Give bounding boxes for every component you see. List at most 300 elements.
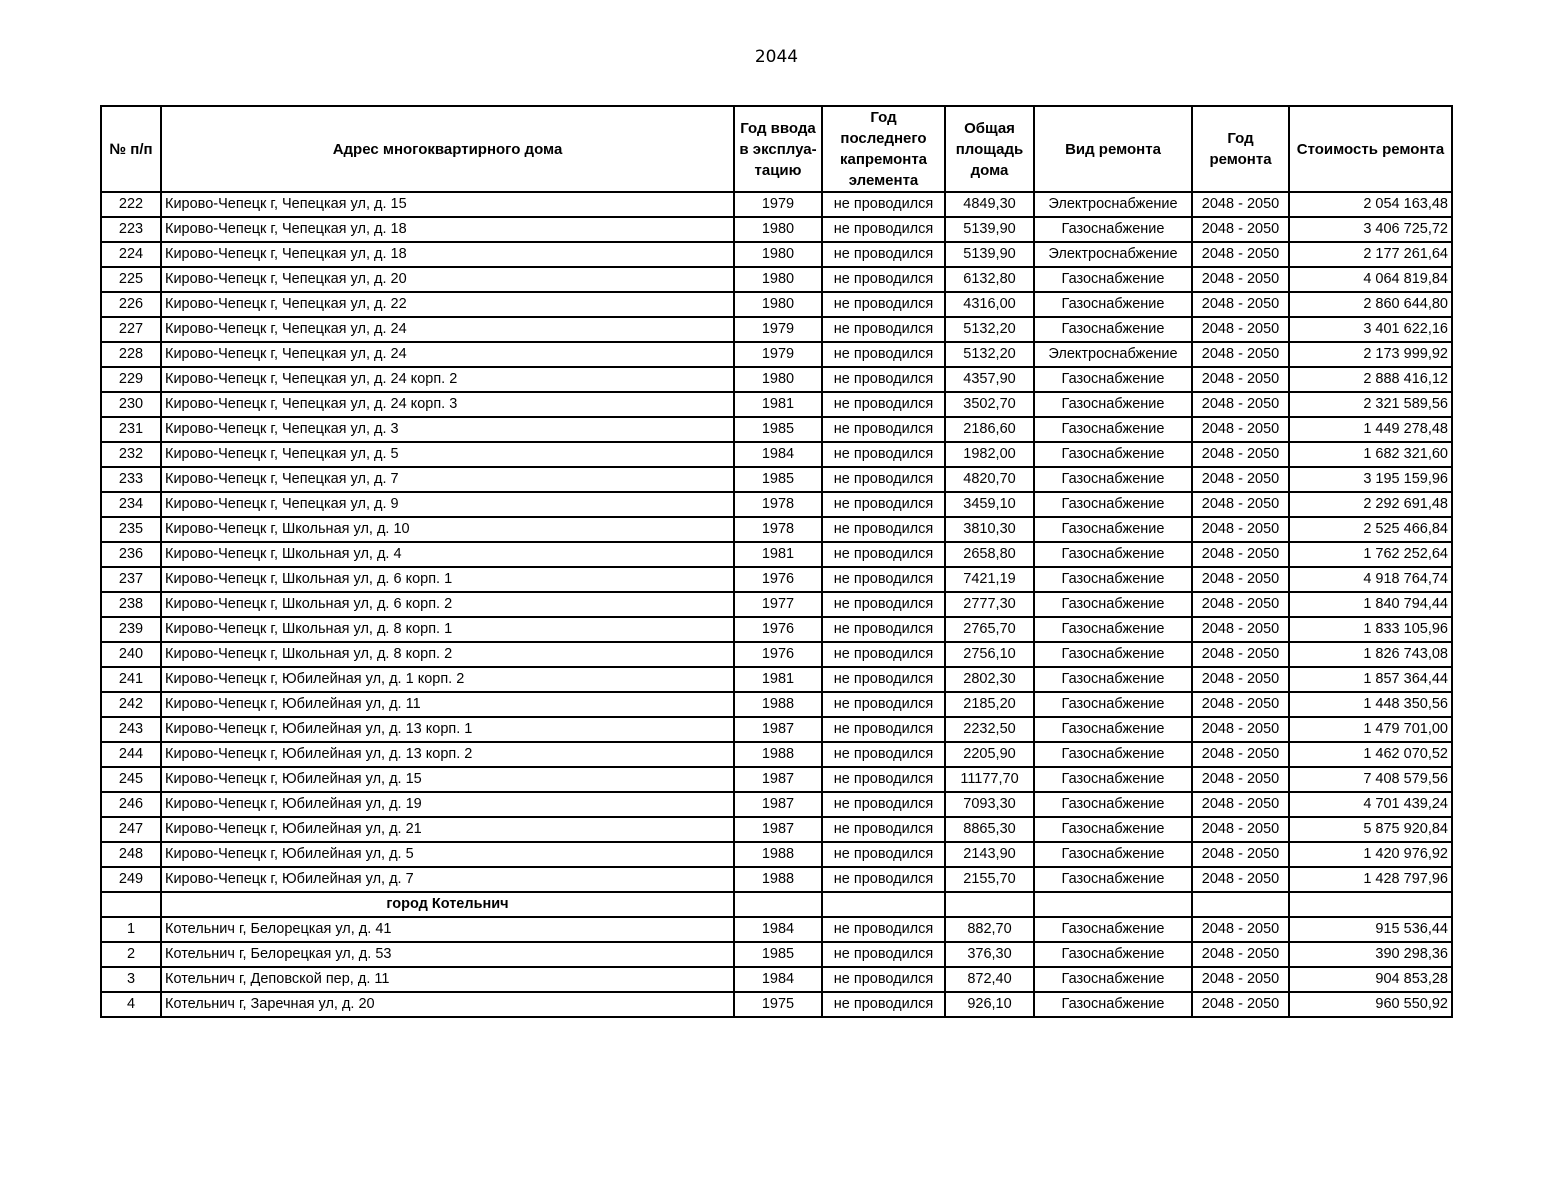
cell-address: Кирово-Чепецк г, Чепецкая ул, д. 18 [161,217,734,242]
cell-address: Кирово-Чепецк г, Чепецкая ул, д. 15 [161,192,734,217]
cell-area: 2186,60 [945,417,1034,442]
cell-repair-year: 2048 - 2050 [1192,817,1289,842]
cell-repair-year: 2048 - 2050 [1192,267,1289,292]
cell-last-repair: не проводился [822,467,945,492]
cell-area: 376,30 [945,942,1034,967]
cell-repair-type: Газоснабжение [1034,917,1192,942]
table-body [101,192,1452,1017]
table-row [101,667,1452,692]
cell-repair-year: 2048 - 2050 [1192,692,1289,717]
cell-num: 241 [101,667,161,692]
cell-address: Котельнич г, Деповской пер, д. 11 [161,967,734,992]
cell-address: Кирово-Чепецк г, Школьная ул, д. 6 корп. 1 [161,567,734,592]
cell-num: 248 [101,842,161,867]
cell-year-commissioned: 1980 [734,242,822,267]
cell-last-repair: не проводился [822,967,945,992]
cell-address: Кирово-Чепецк г, Школьная ул, д. 6 корп. 2 [161,592,734,617]
cell-year-commissioned: 1980 [734,367,822,392]
cell-year-commissioned: 1988 [734,867,822,892]
cell-repair-year: 2048 - 2050 [1192,767,1289,792]
cell-repair-year: 2048 - 2050 [1192,367,1289,392]
cell-last-repair: не проводился [822,442,945,467]
section-empty-cell [822,892,945,917]
cell-address: Кирово-Чепецк г, Школьная ул, д. 10 [161,517,734,542]
cell-year-commissioned: 1987 [734,817,822,842]
cell-repair-year: 2048 - 2050 [1192,717,1289,742]
cell-area: 8865,30 [945,817,1034,842]
cell-repair-type: Газоснабжение [1034,742,1192,767]
cell-last-repair: не проводился [822,392,945,417]
repair-schedule-table [100,105,1453,1018]
cell-repair-year: 2048 - 2050 [1192,467,1289,492]
cell-last-repair: не проводился [822,367,945,392]
cell-cost: 2 054 163,48 [1289,192,1452,217]
table-row [101,517,1452,542]
cell-year-commissioned: 1976 [734,642,822,667]
cell-address: Котельнич г, Белорецкая ул, д. 41 [161,917,734,942]
cell-area: 2143,90 [945,842,1034,867]
cell-num: 231 [101,417,161,442]
cell-area: 5139,90 [945,217,1034,242]
cell-cost: 4 918 764,74 [1289,567,1452,592]
cell-year-commissioned: 1980 [734,292,822,317]
cell-address: Котельнич г, Белорецкая ул, д. 53 [161,942,734,967]
cell-year-commissioned: 1987 [734,767,822,792]
cell-repair-type: Электроснабжение [1034,242,1192,267]
table-row [101,992,1452,1017]
cell-num: 249 [101,867,161,892]
table-row [101,817,1452,842]
cell-last-repair: не проводился [822,642,945,667]
cell-area: 3502,70 [945,392,1034,417]
cell-address: Кирово-Чепецк г, Чепецкая ул, д. 24 [161,342,734,367]
cell-num: 246 [101,792,161,817]
cell-area: 3459,10 [945,492,1034,517]
cell-address: Кирово-Чепецк г, Чепецкая ул, д. 9 [161,492,734,517]
cell-cost: 1 840 794,44 [1289,592,1452,617]
cell-last-repair: не проводился [822,267,945,292]
cell-cost: 2 177 261,64 [1289,242,1452,267]
table-row [101,867,1452,892]
cell-cost: 1 462 070,52 [1289,742,1452,767]
cell-cost: 960 550,92 [1289,992,1452,1017]
cell-year-commissioned: 1987 [734,717,822,742]
cell-repair-year: 2048 - 2050 [1192,742,1289,767]
cell-repair-type: Газоснабжение [1034,292,1192,317]
cell-year-commissioned: 1984 [734,917,822,942]
cell-cost: 1 833 105,96 [1289,617,1452,642]
cell-address: Кирово-Чепецк г, Юбилейная ул, д. 13 корп. 2 [161,742,734,767]
cell-num: 229 [101,367,161,392]
cell-address: Кирово-Чепецк г, Юбилейная ул, д. 15 [161,767,734,792]
cell-repair-type: Газоснабжение [1034,367,1192,392]
cell-last-repair: не проводился [822,992,945,1017]
cell-area: 4849,30 [945,192,1034,217]
table-row [101,217,1452,242]
cell-repair-type: Газоснабжение [1034,217,1192,242]
cell-area: 2205,90 [945,742,1034,767]
cell-num: 3 [101,967,161,992]
cell-area: 7093,30 [945,792,1034,817]
cell-repair-type: Газоснабжение [1034,967,1192,992]
cell-cost: 2 173 999,92 [1289,342,1452,367]
cell-year-commissioned: 1978 [734,517,822,542]
cell-last-repair: не проводился [822,742,945,767]
cell-cost: 1 857 364,44 [1289,667,1452,692]
cell-cost: 915 536,44 [1289,917,1452,942]
table-row [101,742,1452,767]
cell-last-repair: не проводился [822,842,945,867]
cell-cost: 5 875 920,84 [1289,817,1452,842]
cell-area: 2756,10 [945,642,1034,667]
header-repair-year: Год ремонта [1192,106,1289,192]
section-row [101,892,1452,917]
cell-last-repair: не проводился [822,767,945,792]
cell-year-commissioned: 1980 [734,267,822,292]
cell-address: Кирово-Чепецк г, Чепецкая ул, д. 24 корп. 3 [161,392,734,417]
cell-last-repair: не проводился [822,717,945,742]
cell-num: 224 [101,242,161,267]
cell-year-commissioned: 1985 [734,942,822,967]
cell-year-commissioned: 1985 [734,467,822,492]
table-row [101,692,1452,717]
cell-repair-type: Газоснабжение [1034,517,1192,542]
cell-address: Кирово-Чепецк г, Чепецкая ул, д. 24 корп. 2 [161,367,734,392]
cell-cost: 1 449 278,48 [1289,417,1452,442]
cell-area: 5132,20 [945,342,1034,367]
cell-address: Кирово-Чепецк г, Чепецкая ул, д. 24 [161,317,734,342]
table-row [101,617,1452,642]
table-row [101,242,1452,267]
cell-area: 4820,70 [945,467,1034,492]
cell-repair-year: 2048 - 2050 [1192,292,1289,317]
cell-cost: 4 701 439,24 [1289,792,1452,817]
cell-area: 2185,20 [945,692,1034,717]
cell-area: 2658,80 [945,542,1034,567]
cell-address: Кирово-Чепецк г, Чепецкая ул, д. 7 [161,467,734,492]
cell-address: Кирово-Чепецк г, Юбилейная ул, д. 5 [161,842,734,867]
cell-num: 236 [101,542,161,567]
cell-area: 2232,50 [945,717,1034,742]
cell-num: 228 [101,342,161,367]
cell-num: 238 [101,592,161,617]
cell-last-repair: не проводился [822,517,945,542]
cell-address: Кирово-Чепецк г, Чепецкая ул, д. 3 [161,417,734,442]
cell-last-repair: не проводился [822,917,945,942]
cell-last-repair: не проводился [822,667,945,692]
table-row [101,367,1452,392]
cell-year-commissioned: 1979 [734,192,822,217]
section-empty-cell [1289,892,1452,917]
cell-area: 1982,00 [945,442,1034,467]
table-row [101,942,1452,967]
cell-year-commissioned: 1981 [734,667,822,692]
cell-address: Кирово-Чепецк г, Чепецкая ул, д. 18 [161,242,734,267]
cell-repair-type: Газоснабжение [1034,542,1192,567]
cell-num: 232 [101,442,161,467]
cell-address: Кирово-Чепецк г, Юбилейная ул, д. 1 корп. 2 [161,667,734,692]
section-empty-cell [945,892,1034,917]
cell-last-repair: не проводился [822,342,945,367]
cell-repair-year: 2048 - 2050 [1192,642,1289,667]
cell-area: 6132,80 [945,267,1034,292]
cell-num: 244 [101,742,161,767]
cell-cost: 3 406 725,72 [1289,217,1452,242]
cell-num: 227 [101,317,161,342]
cell-cost: 1 762 252,64 [1289,542,1452,567]
cell-repair-year: 2048 - 2050 [1192,667,1289,692]
cell-cost: 2 525 466,84 [1289,517,1452,542]
cell-area: 2802,30 [945,667,1034,692]
table-row [101,267,1452,292]
cell-last-repair: не проводился [822,417,945,442]
cell-cost: 2 292 691,48 [1289,492,1452,517]
cell-repair-type: Электроснабжение [1034,192,1192,217]
cell-num: 243 [101,717,161,742]
cell-repair-year: 2048 - 2050 [1192,442,1289,467]
table-row [101,767,1452,792]
table-row [101,917,1452,942]
cell-address: Кирово-Чепецк г, Юбилейная ул, д. 21 [161,817,734,842]
table-row [101,317,1452,342]
table-row [101,542,1452,567]
header-year-commissioned: Год ввода в эксплуа-тацию [734,106,822,192]
table-row [101,192,1452,217]
cell-repair-year: 2048 - 2050 [1192,792,1289,817]
cell-last-repair: не проводился [822,542,945,567]
table-header-row [101,106,1452,192]
cell-cost: 1 826 743,08 [1289,642,1452,667]
cell-repair-type: Электроснабжение [1034,342,1192,367]
cell-address: Кирово-Чепецк г, Юбилейная ул, д. 7 [161,867,734,892]
cell-num: 234 [101,492,161,517]
cell-area: 2155,70 [945,867,1034,892]
cell-repair-year: 2048 - 2050 [1192,317,1289,342]
header-last-repair: Год последнего капремонта элемента [822,106,945,192]
cell-year-commissioned: 1976 [734,617,822,642]
cell-address: Кирово-Чепецк г, Чепецкая ул, д. 5 [161,442,734,467]
cell-repair-year: 2048 - 2050 [1192,217,1289,242]
cell-last-repair: не проводился [822,942,945,967]
header-num: № п/п [101,106,161,192]
cell-repair-year: 2048 - 2050 [1192,542,1289,567]
header-area: Общая площадь дома [945,106,1034,192]
cell-year-commissioned: 1981 [734,542,822,567]
cell-cost: 1 428 797,96 [1289,867,1452,892]
cell-repair-year: 2048 - 2050 [1192,967,1289,992]
cell-area: 5139,90 [945,242,1034,267]
cell-area: 872,40 [945,967,1034,992]
cell-address: Кирово-Чепецк г, Чепецкая ул, д. 22 [161,292,734,317]
cell-last-repair: не проводился [822,867,945,892]
header-cost: Стоимость ремонта [1289,106,1452,192]
section-empty-cell [101,892,161,917]
cell-repair-type: Газоснабжение [1034,467,1192,492]
cell-cost: 2 321 589,56 [1289,392,1452,417]
cell-cost: 1 682 321,60 [1289,442,1452,467]
cell-year-commissioned: 1980 [734,217,822,242]
cell-num: 240 [101,642,161,667]
table-row [101,417,1452,442]
cell-year-commissioned: 1978 [734,492,822,517]
cell-repair-type: Газоснабжение [1034,392,1192,417]
cell-repair-type: Газоснабжение [1034,667,1192,692]
cell-year-commissioned: 1979 [734,342,822,367]
cell-area: 4316,00 [945,292,1034,317]
section-empty-cell [1034,892,1192,917]
table-row [101,792,1452,817]
table-row [101,292,1452,317]
cell-area: 882,70 [945,917,1034,942]
cell-num: 245 [101,767,161,792]
cell-repair-year: 2048 - 2050 [1192,492,1289,517]
cell-num: 226 [101,292,161,317]
cell-address: Кирово-Чепецк г, Юбилейная ул, д. 11 [161,692,734,717]
cell-cost: 1 448 350,56 [1289,692,1452,717]
header-repair-type: Вид ремонта [1034,106,1192,192]
cell-num: 1 [101,917,161,942]
cell-year-commissioned: 1984 [734,967,822,992]
cell-year-commissioned: 1981 [734,392,822,417]
cell-repair-type: Газоснабжение [1034,267,1192,292]
table-row [101,967,1452,992]
table-row [101,392,1452,417]
cell-repair-year: 2048 - 2050 [1192,242,1289,267]
cell-repair-year: 2048 - 2050 [1192,842,1289,867]
cell-repair-type: Газоснабжение [1034,317,1192,342]
cell-repair-type: Газоснабжение [1034,992,1192,1017]
cell-year-commissioned: 1979 [734,317,822,342]
cell-address: Кирово-Чепецк г, Школьная ул, д. 4 [161,542,734,567]
cell-year-commissioned: 1977 [734,592,822,617]
cell-cost: 904 853,28 [1289,967,1452,992]
cell-last-repair: не проводился [822,617,945,642]
cell-address: Кирово-Чепецк г, Юбилейная ул, д. 19 [161,792,734,817]
cell-area: 7421,19 [945,567,1034,592]
cell-repair-year: 2048 - 2050 [1192,917,1289,942]
cell-area: 2765,70 [945,617,1034,642]
cell-repair-year: 2048 - 2050 [1192,342,1289,367]
cell-last-repair: не проводился [822,492,945,517]
cell-repair-year: 2048 - 2050 [1192,867,1289,892]
cell-repair-type: Газоснабжение [1034,417,1192,442]
cell-repair-type: Газоснабжение [1034,767,1192,792]
cell-address: Кирово-Чепецк г, Юбилейная ул, д. 13 корп. 1 [161,717,734,742]
cell-cost: 3 195 159,96 [1289,467,1452,492]
cell-repair-type: Газоснабжение [1034,867,1192,892]
cell-last-repair: не проводился [822,242,945,267]
table-row [101,467,1452,492]
cell-repair-type: Газоснабжение [1034,842,1192,867]
cell-area: 2777,30 [945,592,1034,617]
cell-last-repair: не проводился [822,292,945,317]
cell-cost: 4 064 819,84 [1289,267,1452,292]
cell-repair-type: Газоснабжение [1034,567,1192,592]
cell-num: 239 [101,617,161,642]
cell-repair-type: Газоснабжение [1034,792,1192,817]
cell-year-commissioned: 1975 [734,992,822,1017]
cell-num: 233 [101,467,161,492]
cell-year-commissioned: 1988 [734,692,822,717]
cell-cost: 2 860 644,80 [1289,292,1452,317]
cell-repair-year: 2048 - 2050 [1192,942,1289,967]
cell-num: 222 [101,192,161,217]
cell-repair-year: 2048 - 2050 [1192,392,1289,417]
cell-num: 235 [101,517,161,542]
cell-year-commissioned: 1987 [734,792,822,817]
table-row [101,642,1452,667]
cell-year-commissioned: 1976 [734,567,822,592]
cell-year-commissioned: 1988 [734,842,822,867]
cell-num: 4 [101,992,161,1017]
cell-last-repair: не проводился [822,592,945,617]
cell-num: 225 [101,267,161,292]
cell-num: 247 [101,817,161,842]
cell-num: 230 [101,392,161,417]
cell-last-repair: не проводился [822,692,945,717]
header-address: Адрес многоквартирного дома [161,106,734,192]
cell-repair-type: Газоснабжение [1034,617,1192,642]
cell-area: 11177,70 [945,767,1034,792]
cell-num: 223 [101,217,161,242]
cell-cost: 3 401 622,16 [1289,317,1452,342]
cell-cost: 1 479 701,00 [1289,717,1452,742]
cell-address: Котельнич г, Заречная ул, д. 20 [161,992,734,1017]
cell-repair-type: Газоснабжение [1034,817,1192,842]
cell-num: 2 [101,942,161,967]
cell-last-repair: не проводился [822,567,945,592]
cell-area: 926,10 [945,992,1034,1017]
cell-area: 5132,20 [945,317,1034,342]
cell-year-commissioned: 1985 [734,417,822,442]
section-empty-cell [734,892,822,917]
cell-repair-type: Газоснабжение [1034,442,1192,467]
cell-year-commissioned: 1984 [734,442,822,467]
cell-area: 3810,30 [945,517,1034,542]
cell-cost: 7 408 579,56 [1289,767,1452,792]
cell-repair-type: Газоснабжение [1034,592,1192,617]
table-row [101,342,1452,367]
table-row [101,592,1452,617]
table-row [101,717,1452,742]
cell-cost: 1 420 976,92 [1289,842,1452,867]
cell-last-repair: не проводился [822,817,945,842]
section-title: город Котельнич [161,892,734,917]
cell-last-repair: не проводился [822,217,945,242]
cell-repair-type: Газоснабжение [1034,642,1192,667]
table-row [101,492,1452,517]
cell-repair-type: Газоснабжение [1034,492,1192,517]
cell-repair-type: Газоснабжение [1034,692,1192,717]
page-number: 2044 [754,47,799,67]
cell-cost: 2 888 416,12 [1289,367,1452,392]
cell-year-commissioned: 1988 [734,742,822,767]
cell-cost: 390 298,36 [1289,942,1452,967]
cell-num: 237 [101,567,161,592]
cell-repair-year: 2048 - 2050 [1192,617,1289,642]
cell-repair-year: 2048 - 2050 [1192,992,1289,1017]
cell-repair-year: 2048 - 2050 [1192,517,1289,542]
cell-repair-type: Газоснабжение [1034,717,1192,742]
cell-last-repair: не проводился [822,317,945,342]
cell-address: Кирово-Чепецк г, Школьная ул, д. 8 корп. 1 [161,617,734,642]
cell-address: Кирово-Чепецк г, Школьная ул, д. 8 корп. 2 [161,642,734,667]
cell-address: Кирово-Чепецк г, Чепецкая ул, д. 20 [161,267,734,292]
table-row [101,442,1452,467]
cell-repair-year: 2048 - 2050 [1192,567,1289,592]
table-row [101,842,1452,867]
cell-last-repair: не проводился [822,792,945,817]
